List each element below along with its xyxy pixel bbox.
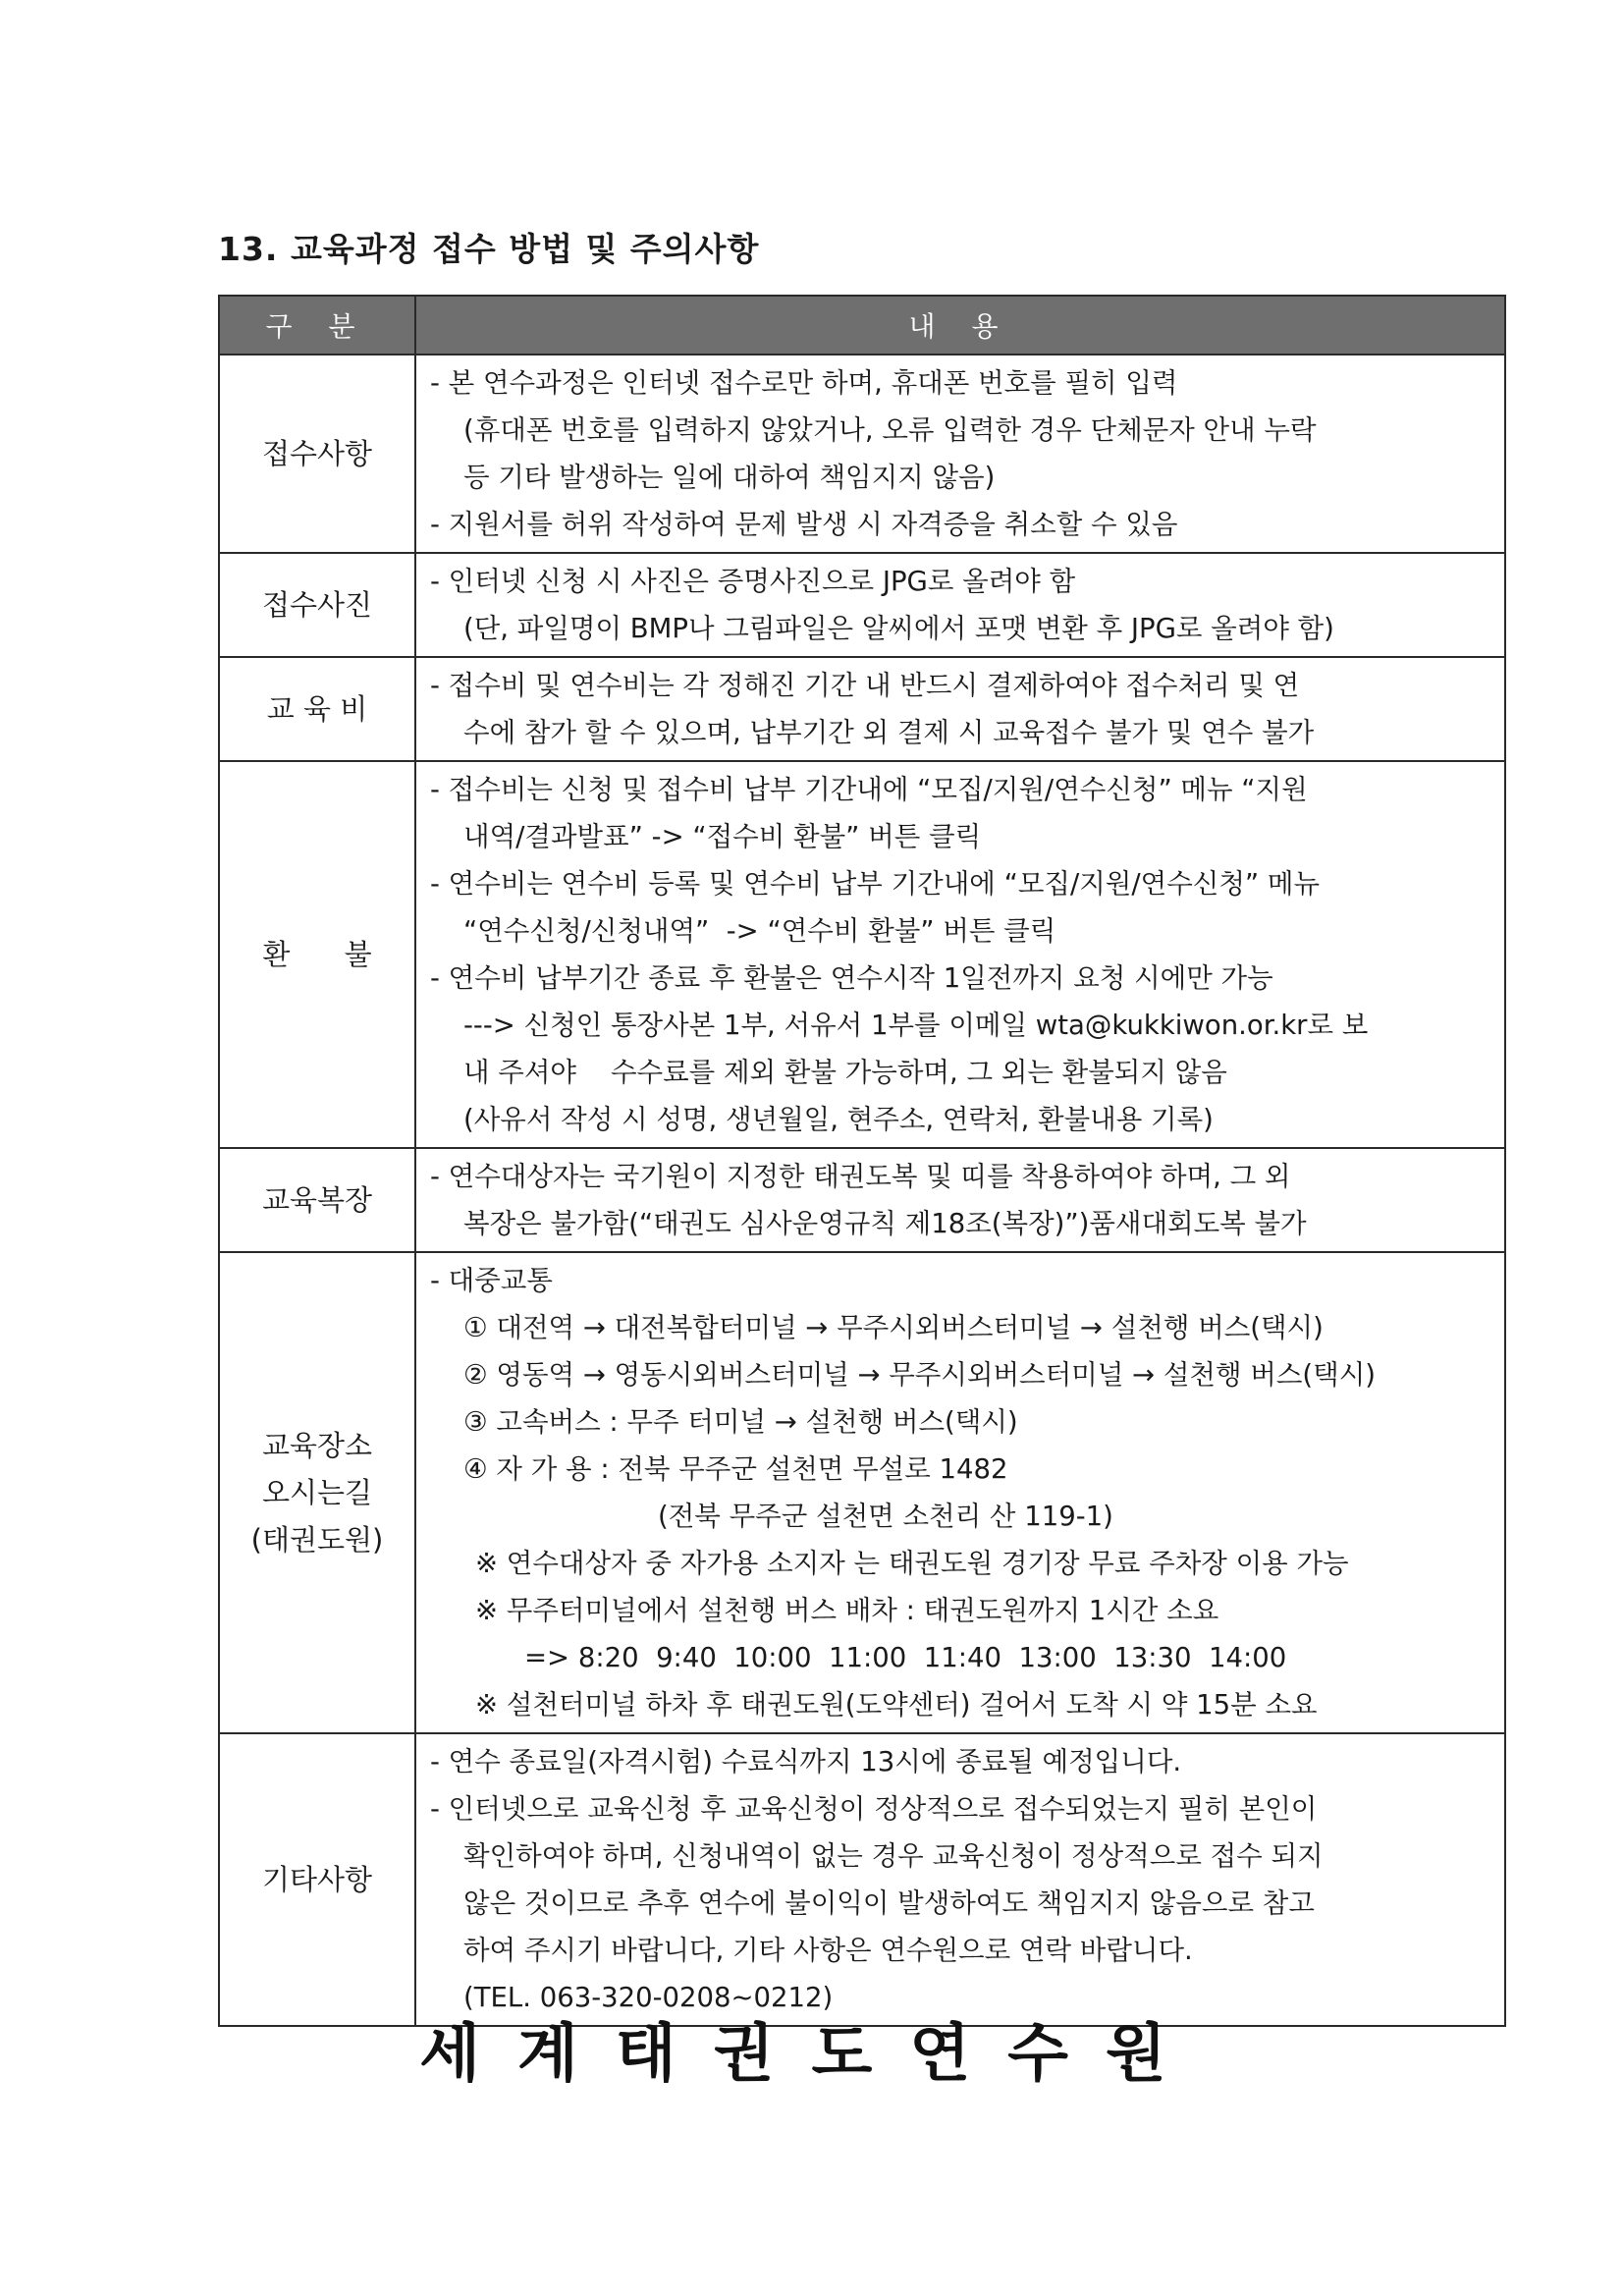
row-category: [219, 355, 415, 553]
content-line: - 인터넷 신청 시 사진은 증명사진으로 JPG로 올려야 함: [430, 566, 1076, 597]
content-line: - 접수비 및 연수비는 각 정해진 기간 내 반드시 결제하여야 접수처리 및 연: [430, 670, 1300, 701]
content-line: 확인하여야 하며, 신청내역이 없는 경우 교육신청이 정상적으로 접수 되지: [463, 1840, 1324, 1872]
category-label: 교육복장: [261, 1183, 373, 1217]
header-category: 구 분: [219, 296, 415, 355]
content-line: - 연수대상자는 국기원이 지정한 태권도복 및 띠를 착용하여야 하며, 그 외: [430, 1161, 1291, 1192]
table-row: [219, 355, 1505, 553]
row-content: [415, 1252, 1505, 1733]
row-category: [219, 1733, 415, 2026]
table-row: [219, 657, 1505, 761]
category-label: (태권도원): [250, 1523, 384, 1557]
content-line: ※ 무주터미널에서 설천행 버스 배차 : 태권도원까지 1시간 소요: [475, 1595, 1219, 1626]
content-line: - 대중교통: [430, 1265, 553, 1296]
row-content: [415, 1733, 1505, 2026]
content-line: - 연수 종료일(자격시험) 수료식까지 13시에 종료될 예정입니다.: [430, 1746, 1182, 1777]
content-line: - 연수비는 연수비 등록 및 연수비 납부 기간내에 “모집/지원/연수신청” 메뉴: [430, 868, 1321, 900]
content-line: ② 영동역 → 영동시외버스터미널 → 무주시외버스터미널 → 설천행 버스(택시): [463, 1359, 1376, 1391]
row-content: [415, 355, 1505, 553]
category-label: 접수사진: [261, 588, 373, 622]
content-line: (TEL. 063-320-0208~0212): [463, 1982, 834, 2013]
content-line: ④ 자 가 용 : 전북 무주군 설천면 무설로 1482: [463, 1453, 1008, 1485]
content-line: - 접수비는 신청 및 접수비 납부 기간내에 “모집/지원/연수신청” 메뉴 “지원: [430, 774, 1308, 805]
content-line: => 8:20 9:40 10:00 11:00 11:40 13:00 13:30 14:00: [524, 1642, 1287, 1673]
content-line: - 연수비 납부기간 종료 후 환불은 연수시작 1일전까지 요청 시에만 가능: [430, 962, 1273, 994]
info-table: [218, 295, 1506, 2027]
content-line: (휴대폰 번호를 입력하지 않았거나, 오류 입력한 경우 단체문자 안내 누락: [463, 414, 1317, 446]
table-row: [219, 1252, 1505, 1733]
content-line: (단, 파일명이 BMP나 그림파일은 알씨에서 포맷 변환 후 JPG로 올려야 함): [463, 613, 1334, 644]
content-line: ③ 고속버스 : 무주 터미널 → 설천행 버스(택시): [463, 1406, 1018, 1438]
content-line: 복장은 불가함(“태권도 심사운영규칙 제18조(복장)”)품새대회도복 불가: [463, 1208, 1307, 1239]
category-label: 환 불: [262, 938, 372, 971]
category-label: 교 육 비: [266, 692, 368, 726]
content-line: ---> 신청인 통장사본 1부, 서유서 1부를 이메일 wta@kukkiwon.or.kr로 보: [463, 1010, 1369, 1041]
content-line: 않은 것이므로 추후 연수에 불이익이 발생하여도 책임지지 않음으로 참고: [463, 1887, 1315, 1919]
header-content: 내 용: [415, 296, 1505, 355]
table-header-row: [219, 296, 1505, 355]
category-label: 교육장소: [261, 1429, 373, 1462]
content-line: - 본 연수과정은 인터넷 접수로만 하며, 휴대폰 번호를 필히 입력: [430, 367, 1178, 399]
row-category: [219, 657, 415, 761]
row-category: [219, 1252, 415, 1733]
content-line: 내 주셔야 수수료를 제외 환불 가능하며, 그 외는 환불되지 않음: [463, 1057, 1227, 1088]
table-row: [219, 1148, 1505, 1252]
organization-name: 세계태권도연수원: [419, 2018, 1204, 2091]
content-line: - 인터넷으로 교육신청 후 교육신청이 정상적으로 접수되었는지 필히 본인이: [430, 1793, 1318, 1825]
category-label: 접수사항: [261, 437, 373, 470]
content-line: (사유서 작성 시 성명, 생년월일, 현주소, 연락처, 환불내용 기록): [463, 1104, 1214, 1135]
content-line: (전북 무주군 설천면 소천리 산 119-1): [658, 1501, 1113, 1532]
table-row: [219, 1733, 1505, 2026]
row-content: [415, 761, 1505, 1148]
content-line: 등 기타 발생하는 일에 대하여 책임지지 않음): [463, 462, 996, 493]
section-title: 13. 교육과정 접수 방법 및 주의사항: [218, 230, 760, 268]
row-category: [219, 1148, 415, 1252]
content-line: ※ 설천터미널 하차 후 태권도원(도약센터) 걸어서 도착 시 약 15분 소요: [475, 1689, 1318, 1721]
row-category: [219, 761, 415, 1148]
content-line: - 지원서를 허위 작성하여 문제 발생 시 자격증을 취소할 수 있음: [430, 509, 1178, 540]
content-line: “연수신청/신청내역” -> “연수비 환불” 버튼 클릭: [463, 915, 1056, 947]
content-line: 수에 참가 할 수 있으며, 납부기간 외 결제 시 교육접수 불가 및 연수 불가: [463, 717, 1315, 748]
row-content: [415, 1148, 1505, 1252]
row-content: [415, 657, 1505, 761]
table-row: [219, 553, 1505, 657]
content-line: 내역/결과발표” -> “접수비 환불” 버튼 클릭: [463, 821, 982, 852]
content-line: 하여 주시기 바랍니다, 기타 사항은 연수원으로 연락 바랍니다.: [463, 1935, 1193, 1966]
content-line: ① 대전역 → 대전복합터미널 → 무주시외버스터미널 → 설천행 버스(택시): [463, 1312, 1324, 1343]
content-line: ※ 연수대상자 중 자가용 소지자 는 태권도원 경기장 무료 주차장 이용 가능: [475, 1548, 1349, 1579]
row-content: [415, 553, 1505, 657]
category-label: 오시는길: [261, 1476, 373, 1509]
row-category: [219, 553, 415, 657]
category-label: 기타사항: [261, 1863, 373, 1896]
table-row: [219, 761, 1505, 1148]
